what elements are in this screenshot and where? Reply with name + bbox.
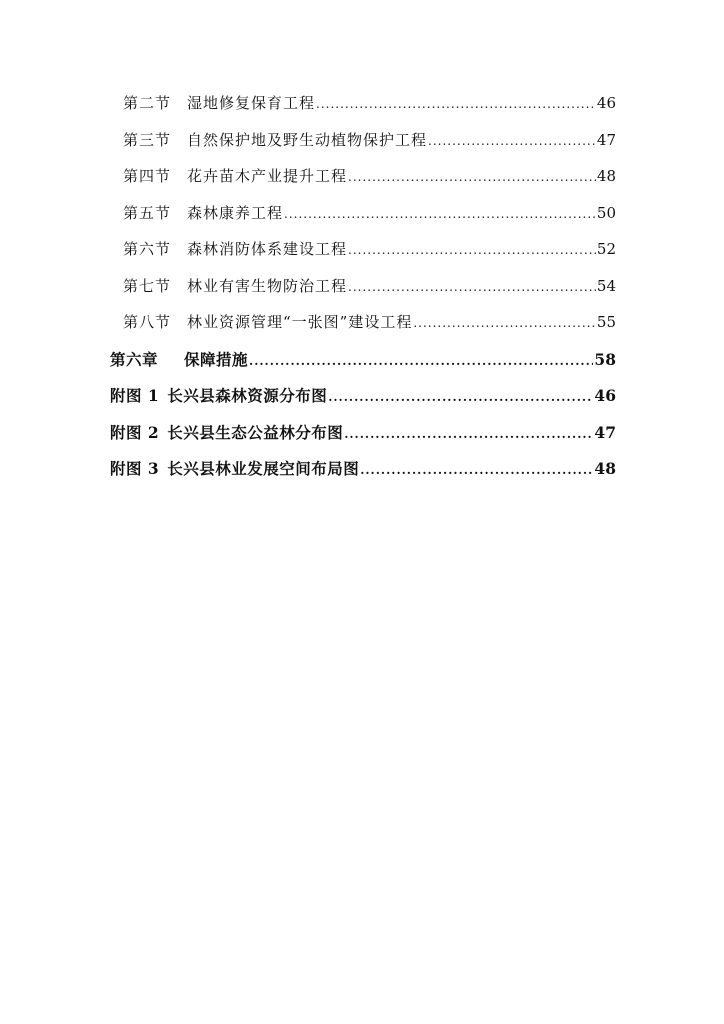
section-number: 第三节 <box>123 130 172 149</box>
page-number: 48 <box>596 167 616 185</box>
toc-entry-label <box>110 92 315 113</box>
dot-leader <box>316 97 596 111</box>
section-title: 森林消防体系建设工程 <box>187 240 348 258</box>
toc-entry-label <box>110 421 343 443</box>
toc-entry-label <box>110 129 427 150</box>
toc-entry-label <box>110 202 283 223</box>
page-number: 50 <box>596 203 616 222</box>
toc-entry-section-5[interactable] <box>110 202 616 239</box>
toc-entry-label <box>110 384 327 406</box>
section-title: 花卉苗木产业提升工程 <box>187 167 348 185</box>
dot-leader <box>344 427 593 441</box>
page-number: 54 <box>596 276 616 295</box>
dot-leader <box>348 243 596 257</box>
dot-leader <box>348 170 596 184</box>
chapter-title: 保障措施 <box>184 349 249 369</box>
section-title: 森林康养工程 <box>187 203 284 222</box>
dot-leader <box>284 207 596 221</box>
toc-entry-label <box>110 311 412 332</box>
dot-leader <box>328 390 593 404</box>
section-number: 第四节 <box>123 167 172 185</box>
appendix-number: 附图 1 <box>110 386 160 405</box>
page-number: 55 <box>596 313 616 331</box>
dot-leader <box>413 316 596 330</box>
section-title: 林业有害生物防治工程 <box>187 276 348 295</box>
toc-entry-section-8[interactable] <box>110 311 616 348</box>
toc-entry-label <box>110 165 347 186</box>
section-number: 第七节 <box>123 276 172 295</box>
table-of-contents <box>110 92 616 494</box>
page-number: 52 <box>596 240 616 258</box>
appendix-number: 附图 2 <box>110 422 160 442</box>
section-number: 第六节 <box>123 240 172 258</box>
toc-entry-section-7[interactable] <box>110 275 616 312</box>
appendix-title: 长兴县林业发展空间布局图 <box>167 459 360 478</box>
toc-entry-label <box>110 238 347 259</box>
page-number: 47 <box>594 422 616 442</box>
section-title: 自然保护地及野生动植物保护工程 <box>187 130 428 149</box>
page-number: 58 <box>594 349 616 369</box>
toc-entry-appendix-2[interactable] <box>110 421 616 458</box>
section-title: 林业资源管理“一张图”建设工程 <box>187 313 413 331</box>
toc-entry-chapter-6[interactable] <box>110 348 616 385</box>
toc-entry-section-3[interactable] <box>110 129 616 166</box>
page-number: 46 <box>594 386 616 405</box>
section-number: 第二节 <box>123 94 172 112</box>
page-number: 47 <box>596 130 616 149</box>
toc-entry-appendix-1[interactable] <box>110 384 616 421</box>
toc-entry-section-6[interactable] <box>110 238 616 275</box>
toc-entry-label <box>110 275 347 296</box>
dot-leader <box>360 463 593 477</box>
section-number: 第五节 <box>123 203 172 222</box>
appendix-title: 长兴县森林资源分布图 <box>167 386 328 405</box>
toc-entry-label <box>110 348 248 370</box>
dot-leader <box>428 134 596 148</box>
toc-entry-label <box>110 457 359 479</box>
dot-leader <box>249 354 593 368</box>
toc-entry-appendix-3[interactable] <box>110 457 616 494</box>
section-title: 湿地修复保育工程 <box>187 94 316 112</box>
toc-entry-section-4[interactable] <box>110 165 616 202</box>
appendix-number: 附图 3 <box>110 459 160 478</box>
appendix-title: 长兴县生态公益林分布图 <box>167 422 344 442</box>
chapter-number: 第六章 <box>110 349 159 369</box>
dot-leader <box>348 280 596 294</box>
page-number: 48 <box>594 459 616 478</box>
section-number: 第八节 <box>123 313 172 331</box>
toc-entry-section-2[interactable] <box>110 92 616 129</box>
page-number: 46 <box>596 94 616 112</box>
